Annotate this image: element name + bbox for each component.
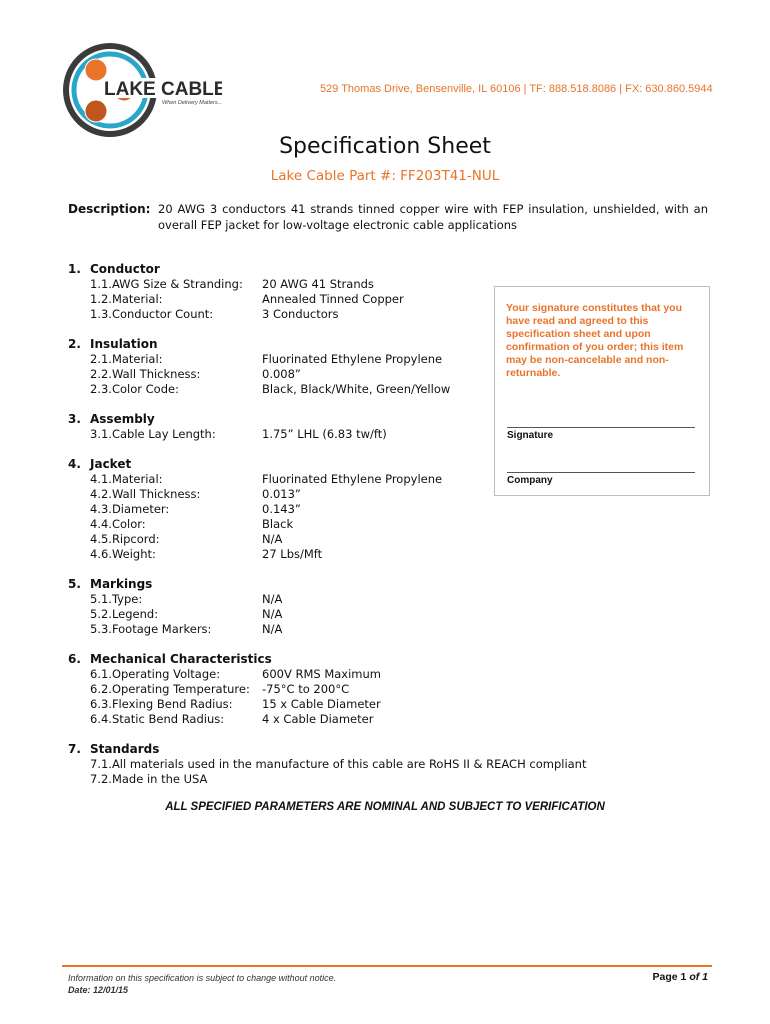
page-of: of [689,971,700,983]
page-total: 1 [702,971,708,983]
spec-item-value: 4 x Cable Diameter [262,712,374,726]
section-number: 3. [68,412,81,426]
spec-item-value: 15 x Cable Diameter [262,697,381,711]
spec-item-value: N/A [262,607,283,621]
spec-item-value: -75°C to 200°C [262,682,350,696]
spec-item-label: 4.5.Ripcord: [90,532,160,546]
section-title-text: Conductor [90,262,160,276]
spec-item-label: 1.1.AWG Size & Stranding: [90,277,243,291]
description-label: Description: [68,202,151,216]
spec-item-value: 20 AWG 41 Strands [262,277,374,291]
signature-notice: Your signature constitutes that you have read and agreed to this specification sheet and upon confirmation of you order; this item may be non-cancelable and non-returnable. [506,302,684,379]
spec-item-value: N/A [262,622,283,636]
section-title [68,457,131,471]
spec-item-value: 27 Lbs/Mft [262,547,323,561]
spec-item-label: 7.2.Made in the USA [90,772,208,786]
section-number: 4. [68,457,81,471]
spec-item-label: 4.1.Material: [90,472,163,486]
spec-item-value: N/A [262,592,283,606]
section-title-text: Markings [90,577,153,591]
spec-item-label: 2.1.Material: [90,352,163,366]
page-current: 1 [680,971,687,983]
spec-item-label: 2.3.Color Code: [90,382,179,396]
page-word: Page [652,971,678,983]
section-title [68,412,155,426]
company-line[interactable] [507,472,695,473]
nominal-note: ALL SPECIFIED PARAMETERS ARE NOMINAL AND SUBJECT TO VERIFICATION [165,801,605,813]
spec-item-value: Black [262,517,294,531]
spec-item-value: N/A [262,532,283,546]
spec-item-label: 4.2.Wall Thickness: [90,487,201,501]
footer-disclaimer: Information on this specification is subject to change without notice. [68,973,337,983]
description-text: 20 AWG 3 conductors 41 strands tinned copper wire with FEP insulation, unshielded, with an overall FEP jacket for low-voltage electronic cable applications [158,202,708,232]
footer-rule [62,965,712,967]
section-number: 1. [68,262,81,276]
spec-item-value: Annealed Tinned Copper [262,292,404,306]
spec-item-value: 0.008” [262,367,301,381]
spec-item-label: 4.4.Color: [90,517,146,531]
page-indicator [560,971,708,983]
spec-item-label: 4.3.Diameter: [90,502,170,516]
section-title [68,652,272,666]
section-number: 7. [68,742,81,756]
spec-item-value: 3 Conductors [262,307,339,321]
spec-item-label: 1.3.Conductor Count: [90,307,214,321]
spec-item-value: 1.75” LHL (6.83 tw/ft) [262,427,387,441]
company-label: Company [507,475,553,486]
signature-label: Signature [507,430,554,441]
spec-item-label: 4.6.Weight: [90,547,156,561]
spec-item-value: 600V RMS Maximum [262,667,382,681]
logo-tagline: When Delivery Matters... [162,100,222,106]
section-number: 6. [68,652,81,666]
spec-item-label: 6.1.Operating Voltage: [90,667,221,681]
footer-note [68,972,336,996]
spec-item-value: 0.013” [262,487,301,501]
spec-item-label: 7.1.All materials used in the manufacture of this cable are RoHS II & REACH compliant [90,757,587,771]
part-number: Lake Cable Part #: FF203T41-NUL [270,168,500,184]
section-title [68,577,152,591]
spec-item-label: 2.2.Wall Thickness: [90,367,201,381]
spec-item-label: 6.2.Operating Temperature: [90,682,250,696]
spec-item-label: 6.4.Static Bend Radius: [90,712,225,726]
logo-wordmark: LAKE CABLE [104,79,222,100]
spec-item-label: 5.1.Type: [90,592,143,606]
section-title-text: Mechanical Characteristics [90,652,272,666]
spec-item-label: 1.2.Material: [90,292,163,306]
spec-item-value: 0.143” [262,502,301,516]
company-logo [62,40,222,140]
spec-item-value: Fluorinated Ethylene Propylene [262,472,443,486]
spec-item-label: 5.3.Footage Markers: [90,622,212,636]
section-number: 5. [68,577,81,591]
section-title-text: Standards [90,742,160,756]
document-title: Specification Sheet [279,134,491,159]
section-title [68,337,158,351]
footer-date: Date: 12/01/15 [68,985,129,995]
signature-line[interactable] [507,427,695,428]
company-address: 529 Thomas Drive, Bensenville, IL 60106 | TF: 888.518.8086 | FX: 630.860.5944 [320,83,713,95]
spec-item-value: Fluorinated Ethylene Propylene [262,352,443,366]
spec-item-label: 3.1.Cable Lay Length: [90,427,216,441]
section-number: 2. [68,337,81,351]
section-title-text: Jacket [90,457,132,471]
spec-item-value: Black, Black/White, Green/Yellow [262,382,451,396]
section-title [68,262,160,276]
spec-item-label: 5.2.Legend: [90,607,159,621]
section-title-text: Assembly [90,412,155,426]
spec-item-label: 6.3.Flexing Bend Radius: [90,697,233,711]
section-title [68,742,159,756]
section-title-text: Insulation [90,337,158,351]
